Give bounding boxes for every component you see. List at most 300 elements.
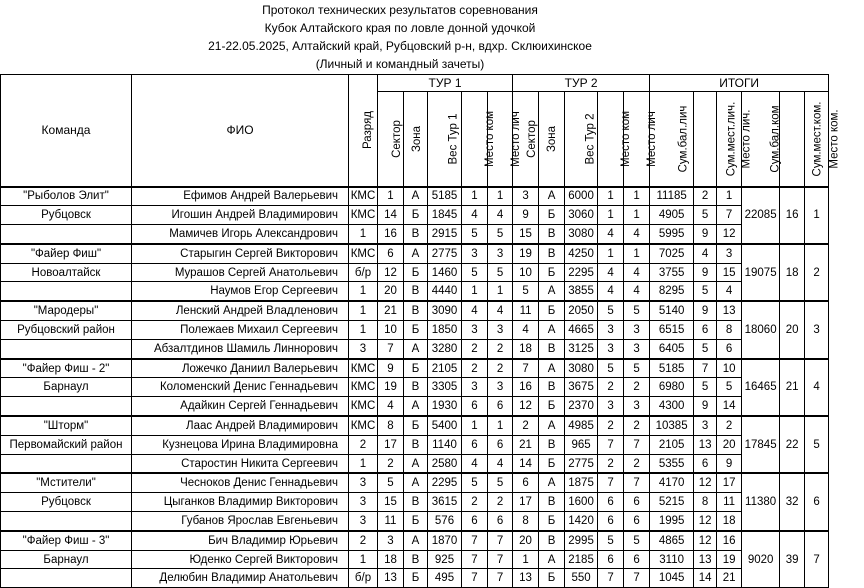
table-row bbox=[1, 569, 829, 588]
cell-place-ind-total: 13 bbox=[717, 301, 742, 320]
cell-place-team-1: 4 bbox=[462, 301, 488, 320]
cell-rank: КМС bbox=[349, 397, 378, 416]
cell-place-ind-1: 3 bbox=[488, 321, 513, 340]
cell-sector-1: 20 bbox=[378, 282, 404, 301]
cell-weight-1: 2295 bbox=[428, 473, 462, 492]
cell-rank: 3 bbox=[349, 493, 378, 512]
cell-place-ind-1: 6 bbox=[488, 512, 513, 531]
cell-place-ind-2: 3 bbox=[624, 321, 650, 340]
col-sum-places: Сум.мест.лич. bbox=[694, 92, 717, 187]
cell-place-team-1: 1 bbox=[462, 416, 488, 435]
cell-place-ind-1: 1 bbox=[488, 187, 513, 206]
table-row bbox=[1, 512, 829, 531]
cell-place-ind-2: 7 bbox=[624, 473, 650, 492]
cell-rank: 3 bbox=[349, 473, 378, 492]
cell-sector-2: 10 bbox=[513, 263, 539, 282]
cell-weight-2: 3125 bbox=[565, 339, 598, 358]
table-row bbox=[1, 225, 829, 244]
team-name: "Рыболов Элит" bbox=[1, 187, 132, 206]
participant-fio: Адайкин Сергей Геннадьевич bbox=[132, 397, 349, 416]
team-empty-cell bbox=[1, 282, 132, 301]
cell-weight-1: 3305 bbox=[428, 378, 462, 397]
cell-zone-1: В bbox=[404, 493, 428, 512]
cell-place-ind-1: 3 bbox=[488, 244, 513, 263]
cell-weight-1: 2775 bbox=[428, 244, 462, 263]
cell-place-ind-2: 6 bbox=[624, 550, 650, 569]
cell-weight-2: 3855 bbox=[565, 282, 598, 301]
cell-sector-2: 4 bbox=[513, 321, 539, 340]
cell-zone-1: В bbox=[404, 550, 428, 569]
cell-zone-2: В bbox=[539, 339, 565, 358]
cell-weight-2: 4250 bbox=[565, 244, 598, 263]
cell-place-ind-2: 1 bbox=[624, 244, 650, 263]
team-sum-places: 21 bbox=[780, 359, 805, 416]
cell-rank: б/р bbox=[349, 263, 378, 282]
col-tour2: ТУР 2 bbox=[513, 75, 650, 92]
cell-rank: б/р bbox=[349, 569, 378, 588]
cell-sum-places: 9 bbox=[694, 397, 717, 416]
cell-place-team-2: 5 bbox=[598, 531, 624, 550]
cell-place-team-2: 5 bbox=[598, 301, 624, 320]
cell-sum-points: 4170 bbox=[650, 473, 694, 492]
cell-place-ind-total: 18 bbox=[717, 512, 742, 531]
team-empty-cell bbox=[1, 512, 132, 531]
table-row bbox=[1, 473, 829, 492]
cell-sector-1: 1 bbox=[378, 187, 404, 206]
team-sum-places: 16 bbox=[780, 187, 805, 244]
cell-place-ind-2: 2 bbox=[624, 378, 650, 397]
cell-place-ind-1: 7 bbox=[488, 550, 513, 569]
cell-sum-points: 10385 bbox=[650, 416, 694, 435]
cell-sector-1: 17 bbox=[378, 435, 404, 454]
cell-weight-2: 3080 bbox=[565, 225, 598, 244]
cell-place-team-2: 6 bbox=[598, 550, 624, 569]
cell-zone-2: В bbox=[539, 435, 565, 454]
cell-place-ind-2: 2 bbox=[624, 416, 650, 435]
cell-rank: 3 bbox=[349, 512, 378, 531]
table-row bbox=[1, 397, 829, 416]
cell-weight-2: 3675 bbox=[565, 378, 598, 397]
cell-rank: КМС bbox=[349, 378, 378, 397]
cell-place-team-2: 4 bbox=[598, 263, 624, 282]
cell-zone-2: Б bbox=[539, 569, 565, 588]
cell-sector-1: 21 bbox=[378, 301, 404, 320]
team-place: 5 bbox=[805, 416, 829, 473]
cell-sector-1: 4 bbox=[378, 397, 404, 416]
cell-rank: 2 bbox=[349, 531, 378, 550]
cell-place-team-2: 3 bbox=[598, 321, 624, 340]
cell-rank: 3 bbox=[349, 339, 378, 358]
team-sum-points: 22085 bbox=[742, 187, 780, 244]
participant-fio: Юденко Сергей Викторович bbox=[132, 550, 349, 569]
cell-place-team-1: 1 bbox=[462, 282, 488, 301]
team-name: "Файер Фиш - 2" bbox=[1, 359, 132, 378]
cell-sector-2: 17 bbox=[513, 493, 539, 512]
cell-sum-points: 3110 bbox=[650, 550, 694, 569]
cell-weight-2: 2995 bbox=[565, 531, 598, 550]
participant-fio: Старыгин Сергей Викторович bbox=[132, 244, 349, 263]
cell-zone-2: Б bbox=[539, 263, 565, 282]
cell-sector-1: 9 bbox=[378, 359, 404, 378]
cell-place-ind-2: 7 bbox=[624, 435, 650, 454]
cell-rank: 2 bbox=[349, 435, 378, 454]
cell-sector-1: 7 bbox=[378, 339, 404, 358]
team-sum-places: 32 bbox=[780, 473, 805, 530]
cell-place-team-1: 2 bbox=[462, 493, 488, 512]
cell-sum-places: 12 bbox=[694, 473, 717, 492]
col-totals: ИТОГИ bbox=[650, 75, 829, 92]
participant-fio: Коломенский Денис Геннадьевич bbox=[132, 378, 349, 397]
cell-place-ind-2: 2 bbox=[624, 454, 650, 473]
cell-weight-1: 1850 bbox=[428, 321, 462, 340]
cell-place-ind-total: 14 bbox=[717, 397, 742, 416]
cell-sector-1: 18 bbox=[378, 550, 404, 569]
cell-sector-1: 14 bbox=[378, 206, 404, 225]
cell-weight-1: 1460 bbox=[428, 263, 462, 282]
cell-sum-points: 11185 bbox=[650, 187, 694, 206]
col-place-team-2: Место ком bbox=[598, 92, 624, 187]
participant-fio: Ленский Андрей Владленович bbox=[132, 301, 349, 320]
participant-fio: Полежаев Михаил Сергеевич bbox=[132, 321, 349, 340]
participant-fio: Наумов Егор Сергеевич bbox=[132, 282, 349, 301]
cell-sum-places: 7 bbox=[694, 359, 717, 378]
team-empty-cell bbox=[1, 454, 132, 473]
cell-place-ind-total: 2 bbox=[717, 416, 742, 435]
participant-fio: Ефимов Андрей Валерьевич bbox=[132, 187, 349, 206]
table-row bbox=[1, 187, 829, 206]
team-city: Рубцовск bbox=[1, 206, 132, 225]
team-place: 1 bbox=[805, 187, 829, 244]
cell-zone-1: В bbox=[404, 301, 428, 320]
team-city: Рубцовский район bbox=[1, 321, 132, 340]
cell-place-team-1: 7 bbox=[462, 531, 488, 550]
cell-sector-2: 13 bbox=[513, 569, 539, 588]
col-place-team-total: Место ком. bbox=[805, 92, 829, 187]
cell-place-ind-total: 1 bbox=[717, 187, 742, 206]
team-sum-points: 17845 bbox=[742, 416, 780, 473]
cell-weight-2: 1875 bbox=[565, 473, 598, 492]
cell-zone-2: В bbox=[539, 531, 565, 550]
cell-sum-points: 4905 bbox=[650, 206, 694, 225]
cell-zone-1: А bbox=[404, 531, 428, 550]
cell-place-ind-1: 5 bbox=[488, 263, 513, 282]
cell-place-ind-total: 16 bbox=[717, 531, 742, 550]
cell-place-ind-total: 4 bbox=[717, 282, 742, 301]
col-sector-1: Сектор bbox=[378, 92, 404, 187]
cell-zone-1: А bbox=[404, 473, 428, 492]
cell-weight-1: 3280 bbox=[428, 339, 462, 358]
cell-zone-1: Б bbox=[404, 263, 428, 282]
cell-place-ind-2: 6 bbox=[624, 512, 650, 531]
cell-zone-2: А bbox=[539, 282, 565, 301]
cell-place-team-1: 5 bbox=[462, 263, 488, 282]
participant-fio: Игошин Андрей Владимирович bbox=[132, 206, 349, 225]
team-sum-points: 16465 bbox=[742, 359, 780, 416]
cell-place-ind-1: 7 bbox=[488, 531, 513, 550]
cell-rank: 1 bbox=[349, 225, 378, 244]
cell-rank: КМС bbox=[349, 244, 378, 263]
cell-sum-places: 5 bbox=[694, 282, 717, 301]
cell-zone-1: А bbox=[404, 244, 428, 263]
cell-weight-1: 5185 bbox=[428, 187, 462, 206]
participant-fio: Чесноков Денис Геннадьевич bbox=[132, 473, 349, 492]
cell-place-ind-total: 9 bbox=[717, 454, 742, 473]
cell-place-team-2: 5 bbox=[598, 359, 624, 378]
team-place: 4 bbox=[805, 359, 829, 416]
cell-zone-2: В bbox=[539, 378, 565, 397]
table-row bbox=[1, 550, 829, 569]
team-empty-cell bbox=[1, 225, 132, 244]
cell-sum-places: 3 bbox=[694, 416, 717, 435]
cell-zone-1: А bbox=[404, 187, 428, 206]
cell-sector-1: 15 bbox=[378, 493, 404, 512]
cell-weight-2: 4665 bbox=[565, 321, 598, 340]
cell-sum-places: 6 bbox=[694, 321, 717, 340]
cell-place-ind-total: 3 bbox=[717, 244, 742, 263]
cell-place-team-1: 7 bbox=[462, 569, 488, 588]
cell-sector-1: 11 bbox=[378, 512, 404, 531]
cell-zone-1: В bbox=[404, 378, 428, 397]
cell-place-ind-2: 4 bbox=[624, 263, 650, 282]
cell-place-team-2: 3 bbox=[598, 397, 624, 416]
cell-place-team-2: 2 bbox=[598, 378, 624, 397]
team-sum-places: 22 bbox=[780, 416, 805, 473]
team-sum-places: 18 bbox=[780, 244, 805, 301]
cell-zone-1: А bbox=[404, 454, 428, 473]
table-row bbox=[1, 244, 829, 263]
cell-zone-2: А bbox=[539, 473, 565, 492]
participant-fio: Губанов Ярослав Евгеньевич bbox=[132, 512, 349, 531]
cell-weight-1: 1870 bbox=[428, 531, 462, 550]
cell-sector-1: 8 bbox=[378, 416, 404, 435]
cell-place-ind-2: 1 bbox=[624, 187, 650, 206]
cell-weight-2: 2370 bbox=[565, 397, 598, 416]
team-city: Новоалтайск bbox=[1, 263, 132, 282]
cell-sum-points: 5215 bbox=[650, 493, 694, 512]
cell-sum-places: 12 bbox=[694, 531, 717, 550]
cell-zone-2: Б bbox=[539, 512, 565, 531]
cell-weight-1: 495 bbox=[428, 569, 462, 588]
team-city: Барнаул bbox=[1, 550, 132, 569]
cell-place-ind-1: 1 bbox=[488, 282, 513, 301]
participant-fio: Делюбин Владимир Анатольевич bbox=[132, 569, 349, 588]
cell-weight-2: 4985 bbox=[565, 416, 598, 435]
cell-zone-1: Б bbox=[404, 206, 428, 225]
table-row bbox=[1, 359, 829, 378]
cell-place-team-2: 6 bbox=[598, 493, 624, 512]
team-empty-cell bbox=[1, 397, 132, 416]
cell-zone-1: В bbox=[404, 282, 428, 301]
cell-zone-2: Б bbox=[539, 454, 565, 473]
cell-weight-2: 2185 bbox=[565, 550, 598, 569]
cell-place-ind-total: 6 bbox=[717, 339, 742, 358]
cell-sector-2: 21 bbox=[513, 435, 539, 454]
cell-weight-2: 1420 bbox=[565, 512, 598, 531]
table-row bbox=[1, 493, 829, 512]
cell-place-team-1: 3 bbox=[462, 244, 488, 263]
cell-place-ind-total: 17 bbox=[717, 473, 742, 492]
cell-sector-2: 3 bbox=[513, 187, 539, 206]
cell-place-team-1: 6 bbox=[462, 435, 488, 454]
cell-place-team-2: 1 bbox=[598, 206, 624, 225]
cell-place-team-2: 2 bbox=[598, 416, 624, 435]
cell-sum-points: 7025 bbox=[650, 244, 694, 263]
cell-rank: КМС bbox=[349, 416, 378, 435]
cell-zone-2: В bbox=[539, 225, 565, 244]
cell-place-ind-total: 19 bbox=[717, 550, 742, 569]
participant-fio: Ложечко Даниил Валерьевич bbox=[132, 359, 349, 378]
team-sum-places: 20 bbox=[780, 301, 805, 358]
cell-sum-points: 5995 bbox=[650, 225, 694, 244]
table-row bbox=[1, 206, 829, 225]
cell-sector-1: 10 bbox=[378, 321, 404, 340]
col-place-ind-2: Место лич bbox=[624, 92, 650, 187]
cell-place-ind-1: 2 bbox=[488, 493, 513, 512]
cell-rank: 1 bbox=[349, 301, 378, 320]
cell-sum-places: 9 bbox=[694, 301, 717, 320]
team-sum-places: 39 bbox=[780, 531, 805, 588]
team-name: "Файер Фиш" bbox=[1, 244, 132, 263]
cell-zone-1: Б bbox=[404, 416, 428, 435]
participant-fio: Мурашов Сергей Анатольевич bbox=[132, 263, 349, 282]
table-row bbox=[1, 263, 829, 282]
cell-place-team-2: 4 bbox=[598, 282, 624, 301]
cell-rank: КМС bbox=[349, 206, 378, 225]
cell-sector-2: 11 bbox=[513, 301, 539, 320]
cell-weight-2: 965 bbox=[565, 435, 598, 454]
team-place: 6 bbox=[805, 473, 829, 530]
cell-place-ind-total: 7 bbox=[717, 206, 742, 225]
cell-place-ind-2: 4 bbox=[624, 282, 650, 301]
cell-place-team-1: 7 bbox=[462, 550, 488, 569]
cell-sum-places: 9 bbox=[694, 263, 717, 282]
team-city: Барнаул bbox=[1, 378, 132, 397]
col-place-ind-1: Место лич bbox=[488, 92, 513, 187]
cell-sector-2: 14 bbox=[513, 454, 539, 473]
cell-weight-1: 2580 bbox=[428, 454, 462, 473]
cell-place-team-1: 6 bbox=[462, 397, 488, 416]
cell-sum-places: 5 bbox=[694, 378, 717, 397]
cell-sum-places: 8 bbox=[694, 493, 717, 512]
cell-sum-places: 9 bbox=[694, 225, 717, 244]
cell-weight-2: 2050 bbox=[565, 301, 598, 320]
cell-place-team-1: 4 bbox=[462, 206, 488, 225]
cell-place-ind-1: 5 bbox=[488, 225, 513, 244]
cell-sector-2: 19 bbox=[513, 244, 539, 263]
participant-fio: Абзалтдинов Шамиль Линнорович bbox=[132, 339, 349, 358]
cell-sector-1: 13 bbox=[378, 569, 404, 588]
cell-place-ind-total: 8 bbox=[717, 321, 742, 340]
cell-place-ind-2: 3 bbox=[624, 397, 650, 416]
cell-place-team-1: 3 bbox=[462, 321, 488, 340]
table-row bbox=[1, 416, 829, 435]
table-row bbox=[1, 339, 829, 358]
cell-sum-places: 6 bbox=[694, 454, 717, 473]
participant-fio: Кузнецова Ирина Владимировна bbox=[132, 435, 349, 454]
cell-zone-2: В bbox=[539, 493, 565, 512]
cell-weight-1: 576 bbox=[428, 512, 462, 531]
table-row bbox=[1, 282, 829, 301]
cell-weight-2: 550 bbox=[565, 569, 598, 588]
cell-place-team-1: 2 bbox=[462, 339, 488, 358]
cell-place-ind-2: 5 bbox=[624, 531, 650, 550]
cell-place-ind-1: 2 bbox=[488, 339, 513, 358]
cell-place-ind-1: 4 bbox=[488, 206, 513, 225]
cell-place-team-1: 2 bbox=[462, 359, 488, 378]
team-place: 7 bbox=[805, 531, 829, 588]
cell-sector-2: 20 bbox=[513, 531, 539, 550]
competition-date-place: 21-22.05.2025, Алтайский край, Рубцовский р-н, вдхр. Склюихинское bbox=[208, 39, 592, 53]
cell-place-ind-total: 12 bbox=[717, 225, 742, 244]
col-sum-points-team: Сум.бал.ком bbox=[742, 92, 780, 187]
cell-sector-2: 5 bbox=[513, 282, 539, 301]
cell-zone-1: Б bbox=[404, 512, 428, 531]
team-name: "Мародеры" bbox=[1, 301, 132, 320]
cell-place-ind-2: 4 bbox=[624, 225, 650, 244]
cell-sum-points: 4865 bbox=[650, 531, 694, 550]
cell-sum-points: 5185 bbox=[650, 359, 694, 378]
team-sum-points: 19075 bbox=[742, 244, 780, 301]
cell-place-team-1: 5 bbox=[462, 473, 488, 492]
col-weight-1: Вес Тур 1 bbox=[428, 92, 462, 187]
cell-place-ind-total: 11 bbox=[717, 493, 742, 512]
col-zone-1: Зона bbox=[404, 92, 428, 187]
cell-sum-points: 8295 bbox=[650, 282, 694, 301]
cell-weight-1: 2105 bbox=[428, 359, 462, 378]
cell-place-team-2: 4 bbox=[598, 225, 624, 244]
cell-weight-1: 1930 bbox=[428, 397, 462, 416]
cell-sum-points: 2105 bbox=[650, 435, 694, 454]
cell-place-ind-1: 6 bbox=[488, 435, 513, 454]
cell-sum-points: 3755 bbox=[650, 263, 694, 282]
cell-zone-2: А bbox=[539, 359, 565, 378]
cell-sector-2: 18 bbox=[513, 339, 539, 358]
cell-sector-2: 12 bbox=[513, 397, 539, 416]
cell-zone-2: Б bbox=[539, 301, 565, 320]
cell-sum-points: 1995 bbox=[650, 512, 694, 531]
cell-place-team-2: 7 bbox=[598, 569, 624, 588]
cell-place-team-2: 3 bbox=[598, 339, 624, 358]
cell-zone-1: А bbox=[404, 397, 428, 416]
col-place-ind-total: Место лич. bbox=[717, 92, 742, 187]
col-tour1: ТУР 1 bbox=[378, 75, 513, 92]
cell-place-ind-1: 4 bbox=[488, 454, 513, 473]
cell-weight-1: 2915 bbox=[428, 225, 462, 244]
cell-sum-places: 12 bbox=[694, 512, 717, 531]
cell-rank: КМС bbox=[349, 187, 378, 206]
cell-zone-1: А bbox=[404, 339, 428, 358]
cell-rank: 1 bbox=[349, 321, 378, 340]
cell-zone-1: Б bbox=[404, 569, 428, 588]
cell-zone-2: А bbox=[539, 416, 565, 435]
table-row bbox=[1, 531, 829, 550]
cell-place-ind-total: 15 bbox=[717, 263, 742, 282]
table-row bbox=[1, 454, 829, 473]
cell-weight-2: 1600 bbox=[565, 493, 598, 512]
cell-weight-1: 3090 bbox=[428, 301, 462, 320]
table-row bbox=[1, 321, 829, 340]
participant-fio: Бич Владимир Юрьевич bbox=[132, 531, 349, 550]
cell-place-team-1: 6 bbox=[462, 512, 488, 531]
cell-place-ind-1: 2 bbox=[488, 359, 513, 378]
cell-sector-1: 16 bbox=[378, 225, 404, 244]
cell-place-team-2: 2 bbox=[598, 454, 624, 473]
cell-place-ind-2: 5 bbox=[624, 359, 650, 378]
cell-place-ind-1: 6 bbox=[488, 397, 513, 416]
cell-sum-points: 5355 bbox=[650, 454, 694, 473]
col-sum-places-team: Сум.мест.ком. bbox=[780, 92, 805, 187]
cell-sum-points: 6980 bbox=[650, 378, 694, 397]
